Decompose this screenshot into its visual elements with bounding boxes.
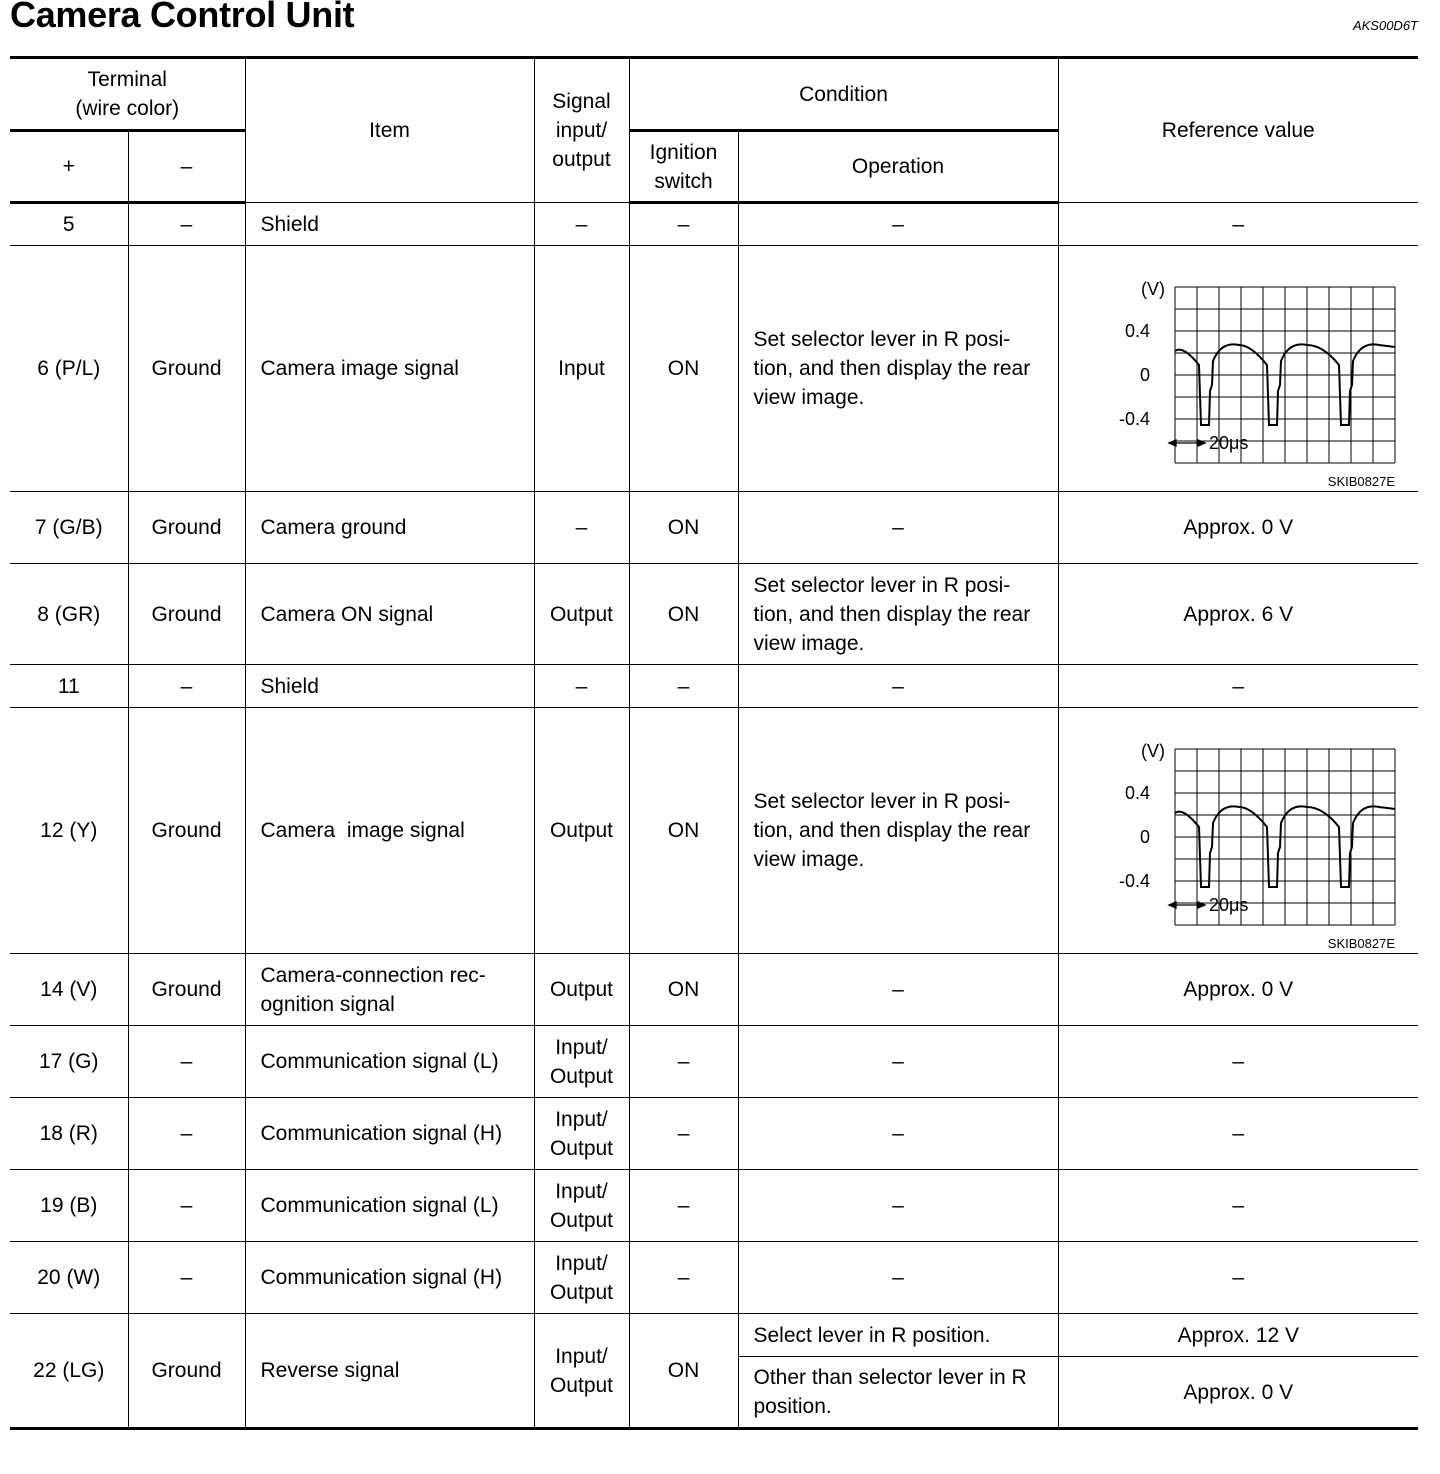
table-row <box>10 1098 1418 1170</box>
cell-signal: Output <box>534 708 629 954</box>
cell-operation: – <box>738 954 1058 1026</box>
table-row <box>10 203 1418 246</box>
cell-signal: – <box>534 665 629 708</box>
header-plus: + <box>10 131 128 203</box>
cell-reference: – <box>1058 1170 1418 1242</box>
cell-plus: 11 <box>10 665 128 708</box>
cell-ignition: ON <box>629 246 738 492</box>
cell-operation: Other than selector lever in R position. <box>738 1357 1058 1429</box>
cell-signal: Input/ Output <box>534 1242 629 1314</box>
cell-ignition: – <box>629 1170 738 1242</box>
cell-signal: Output <box>534 954 629 1026</box>
cell-operation: – <box>738 1170 1058 1242</box>
cell-plus: 5 <box>10 203 128 246</box>
cell-operation: – <box>738 1098 1058 1170</box>
table-row <box>10 564 1418 665</box>
cell-plus: 8 (GR) <box>10 564 128 665</box>
header-reference: Reference value <box>1058 58 1418 203</box>
table-row <box>10 1314 1418 1357</box>
cell-plus: 22 (LG) <box>10 1314 128 1429</box>
camera-control-unit-table <box>10 56 1418 1430</box>
waveform-figure-code: SKIB0827E <box>1327 935 1395 951</box>
cell-plus: 12 (Y) <box>10 708 128 954</box>
cell-minus: – <box>128 665 245 708</box>
cell-minus: Ground <box>128 246 245 492</box>
header-ignition: Ignition switch <box>629 131 738 203</box>
cell-reference: – <box>1058 1098 1418 1170</box>
cell-item: Camera ON signal <box>245 564 534 665</box>
header-condition: Condition <box>629 58 1058 131</box>
cell-minus: – <box>128 1026 245 1098</box>
cell-minus: Ground <box>128 564 245 665</box>
cell-operation: – <box>738 665 1058 708</box>
table-row <box>10 1170 1418 1242</box>
table-row <box>10 708 1418 954</box>
cell-ignition: – <box>629 1098 738 1170</box>
header-minus: – <box>128 131 245 203</box>
table-row <box>10 246 1418 492</box>
cell-ignition: – <box>629 203 738 246</box>
cell-operation: – <box>738 1026 1058 1098</box>
cell-plus: 19 (B) <box>10 1170 128 1242</box>
cell-item: Communication signal (H) <box>245 1098 534 1170</box>
cell-item: Shield <box>245 203 534 246</box>
cell-reference-waveform <box>1058 246 1418 492</box>
cell-operation: Select lever in R position. <box>738 1314 1058 1357</box>
cell-ignition: ON <box>629 492 738 564</box>
cell-plus: 18 (R) <box>10 1098 128 1170</box>
cell-operation: Set selector lever in R posi-tion, and then display the rear view image. <box>738 564 1058 665</box>
cell-item: Communication signal (L) <box>245 1170 534 1242</box>
cell-reference: Approx. 12 V <box>1058 1314 1418 1357</box>
waveform-figure-code: SKIB0827E <box>1327 473 1395 489</box>
waveform-unit: (V) <box>1140 740 1165 761</box>
cell-item: Camera image signal <box>245 708 534 954</box>
cell-operation: Set selector lever in R posi-tion, and then display the rear view image. <box>738 708 1058 954</box>
waveform-y-label: 0.4 <box>1124 782 1150 803</box>
table-row <box>10 1026 1418 1098</box>
header-signal: Signal input/ output <box>534 58 629 203</box>
header-item: Item <box>245 58 534 203</box>
cell-signal: Input/ Output <box>534 1026 629 1098</box>
header-terminal: Terminal (wire color) <box>10 58 245 131</box>
cell-plus: 14 (V) <box>10 954 128 1026</box>
cell-item: Communication signal (H) <box>245 1242 534 1314</box>
cell-operation: Set selector lever in R posi-tion, and then display the rear view image. <box>738 246 1058 492</box>
cell-plus: 6 (P/L) <box>10 246 128 492</box>
cell-ignition: ON <box>629 1314 738 1429</box>
cell-ignition: – <box>629 665 738 708</box>
cell-reference: Approx. 0 V <box>1058 954 1418 1026</box>
cell-ignition: – <box>629 1242 738 1314</box>
cell-minus: – <box>128 1098 245 1170</box>
waveform-time-label: 20μs <box>1208 894 1248 915</box>
waveform-chart <box>1107 721 1407 951</box>
cell-signal: Input/ Output <box>534 1098 629 1170</box>
cell-reference-waveform <box>1058 708 1418 954</box>
cell-item: Camera-connection rec-ognition signal <box>245 954 534 1026</box>
waveform-y-label: -0.4 <box>1118 408 1150 429</box>
cell-item: Communication signal (L) <box>245 1026 534 1098</box>
cell-plus: 7 (G/B) <box>10 492 128 564</box>
table-row <box>10 665 1418 708</box>
cell-item: Camera ground <box>245 492 534 564</box>
cell-signal: – <box>534 492 629 564</box>
cell-minus: – <box>128 203 245 246</box>
cell-signal: Input/ Output <box>534 1314 629 1429</box>
cell-item: Shield <box>245 665 534 708</box>
cell-minus: Ground <box>128 492 245 564</box>
cell-minus: – <box>128 1170 245 1242</box>
cell-signal: – <box>534 203 629 246</box>
cell-item: Reverse signal <box>245 1314 534 1429</box>
cell-signal: Input/ Output <box>534 1170 629 1242</box>
page-title: Camera Control Unit <box>10 0 355 35</box>
cell-reference: Approx. 0 V <box>1058 1357 1418 1429</box>
cell-operation: – <box>738 1242 1058 1314</box>
cell-ignition: ON <box>629 954 738 1026</box>
waveform-unit: (V) <box>1140 278 1165 299</box>
cell-item: Camera image signal <box>245 246 534 492</box>
waveform-time-label: 20μs <box>1208 432 1248 453</box>
cell-operation: – <box>738 203 1058 246</box>
table-row <box>10 1242 1418 1314</box>
cell-reference: – <box>1058 203 1418 246</box>
cell-ignition: – <box>629 1026 738 1098</box>
cell-ignition: ON <box>629 564 738 665</box>
cell-reference: – <box>1058 1026 1418 1098</box>
waveform-y-label: 0 <box>1139 826 1150 847</box>
cell-minus: – <box>128 1242 245 1314</box>
cell-plus: 20 (W) <box>10 1242 128 1314</box>
waveform-chart <box>1107 259 1407 489</box>
table-row <box>10 954 1418 1026</box>
header-operation: Operation <box>738 131 1058 203</box>
waveform-y-label: -0.4 <box>1118 870 1150 891</box>
cell-reference: – <box>1058 665 1418 708</box>
waveform-y-label: 0.4 <box>1124 320 1150 341</box>
document-code: AKS00D6T <box>1352 18 1418 33</box>
cell-signal: Output <box>534 564 629 665</box>
waveform-y-label: 0 <box>1139 364 1150 385</box>
cell-minus: Ground <box>128 954 245 1026</box>
cell-plus: 17 (G) <box>10 1026 128 1098</box>
cell-minus: Ground <box>128 1314 245 1429</box>
cell-reference: Approx. 6 V <box>1058 564 1418 665</box>
cell-minus: Ground <box>128 708 245 954</box>
cell-reference: – <box>1058 1242 1418 1314</box>
cell-signal: Input <box>534 246 629 492</box>
cell-operation: – <box>738 492 1058 564</box>
cell-ignition: ON <box>629 708 738 954</box>
table-row <box>10 492 1418 564</box>
cell-reference: Approx. 0 V <box>1058 492 1418 564</box>
